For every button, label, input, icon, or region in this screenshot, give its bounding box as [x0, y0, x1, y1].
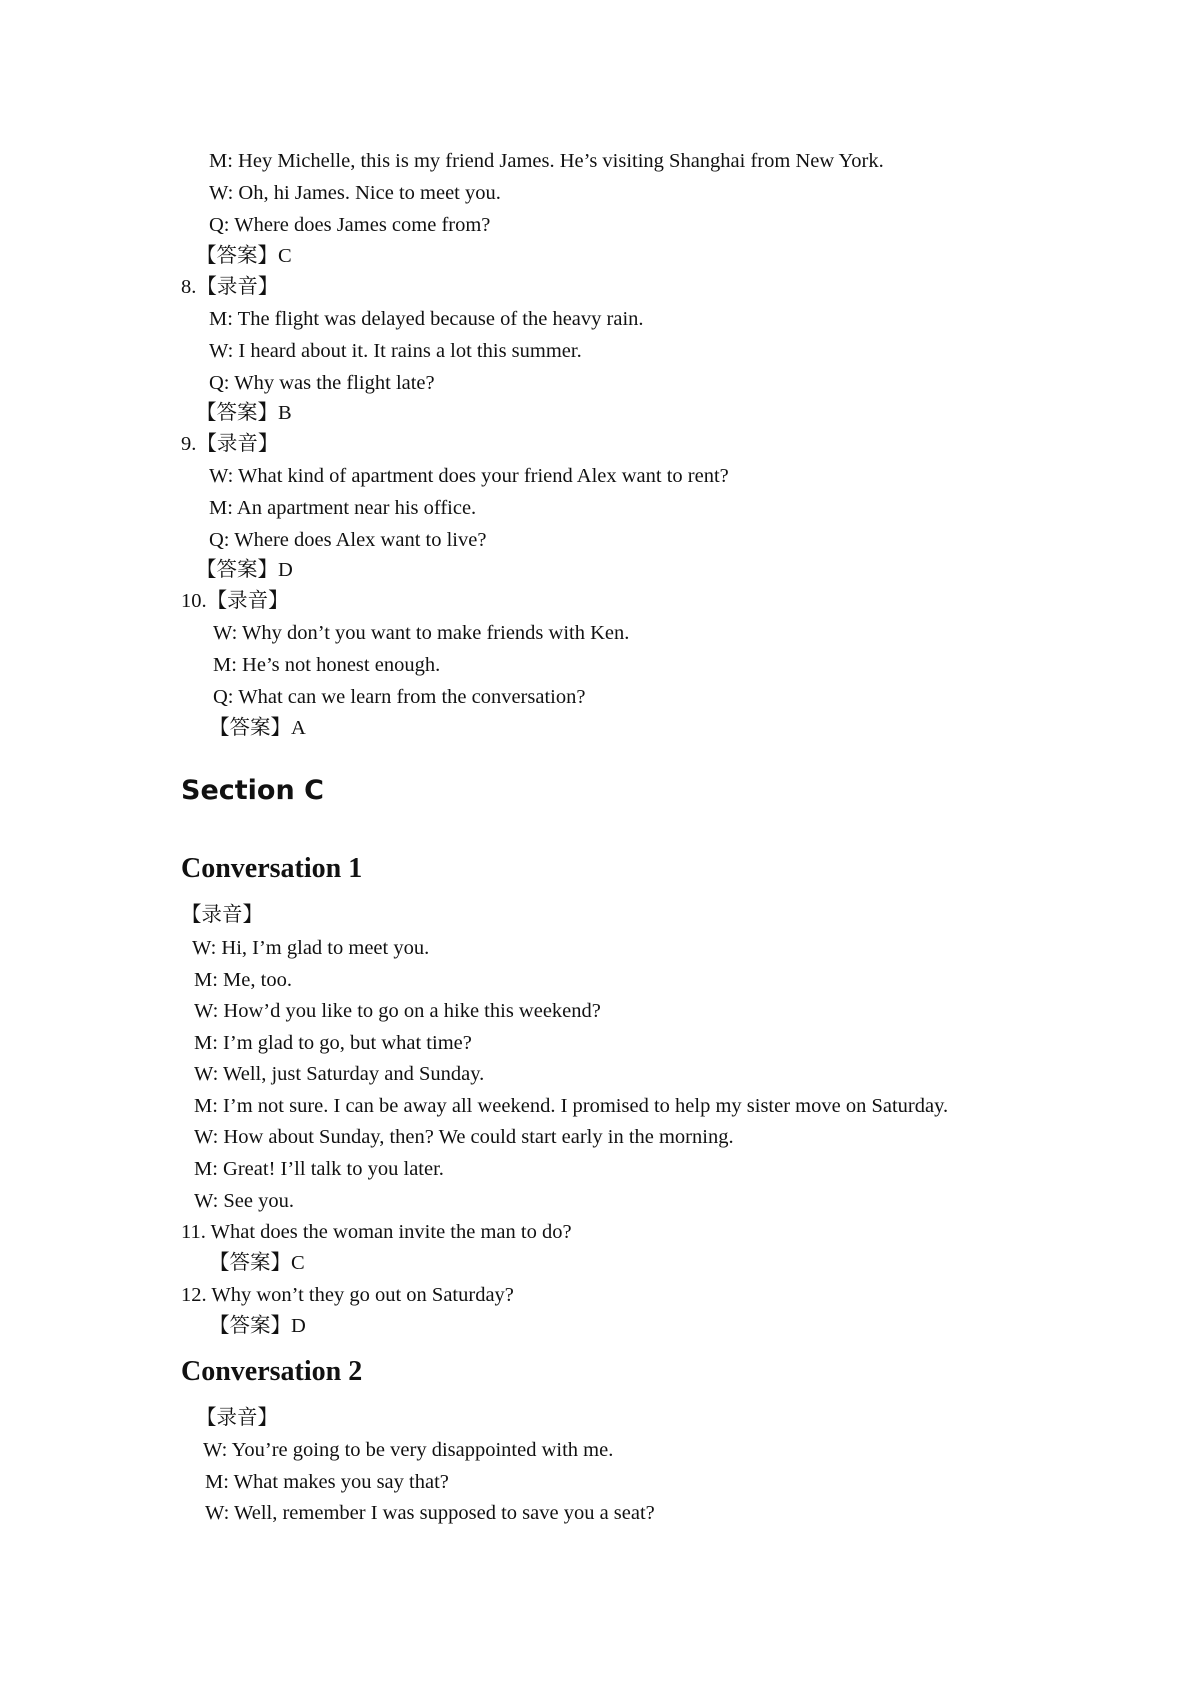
answer-line: 【答案】C [196, 245, 292, 267]
dialogue-line: M: An apartment near his office. [209, 497, 477, 519]
answer-line: 【答案】D [196, 559, 293, 581]
dialogue-line: W: Hi, I’m glad to meet you. [192, 937, 430, 959]
question-line: Q: Where does Alex want to live? [209, 529, 487, 551]
question-line: Q: Where does James come from? [209, 214, 491, 236]
dialogue-line: M: I’m not sure. I can be away all weekend. I promised to help my sister move on Saturday. [194, 1095, 949, 1117]
dialogue-line: W: I heard about it. It rains a lot this summer. [209, 340, 582, 362]
item-heading-10: 10.【录音】 [181, 590, 289, 612]
answer-line: 【答案】D [209, 1315, 306, 1337]
dialogue-line: W: Well, just Saturday and Sunday. [194, 1063, 485, 1085]
dialogue-line: M: What makes you say that? [205, 1471, 449, 1493]
dialogue-line: M: He’s not honest enough. [213, 654, 441, 676]
dialogue-line: M: The flight was delayed because of the heavy rain. [209, 308, 644, 330]
answer-line: 【答案】C [209, 1252, 305, 1274]
question-12: 12. Why won’t they go out on Saturday? [181, 1284, 514, 1306]
dialogue-line: M: Hey Michelle, this is my friend James. He’s visiting Shanghai from New York. [209, 150, 884, 172]
dialogue-line: M: I’m glad to go, but what time? [194, 1032, 472, 1054]
item-heading-8: 8.【录音】 [181, 276, 279, 298]
recording-label: 【录音】 [196, 1407, 278, 1429]
conversation-2-title: Conversation 2 [181, 1356, 363, 1387]
dialogue-line: W: Why don’t you want to make friends with Ken. [213, 622, 630, 644]
answer-line: 【答案】A [209, 717, 306, 739]
dialogue-line: W: You’re going to be very disappointed with me. [203, 1439, 614, 1461]
dialogue-line: W: See you. [194, 1190, 295, 1212]
dialogue-line: M: Me, too. [194, 969, 292, 991]
dialogue-line: W: Oh, hi James. Nice to meet you. [209, 182, 501, 204]
dialogue-line: W: How’d you like to go on a hike this weekend? [194, 1000, 601, 1022]
dialogue-line: M: Great! I’ll talk to you later. [194, 1158, 444, 1180]
question-line: Q: What can we learn from the conversation? [213, 686, 586, 708]
dialogue-line: W: Well, remember I was supposed to save you a seat? [205, 1502, 655, 1524]
question-11: 11. What does the woman invite the man to do? [181, 1221, 572, 1243]
recording-label: 【录音】 [181, 904, 263, 926]
answer-line: 【答案】B [196, 402, 292, 424]
question-line: Q: Why was the flight late? [209, 372, 435, 394]
item-heading-9: 9.【录音】 [181, 433, 279, 455]
dialogue-line: W: What kind of apartment does your friend Alex want to rent? [209, 465, 729, 487]
conversation-1-title: Conversation 1 [181, 853, 363, 884]
section-heading: Section C [181, 775, 324, 806]
dialogue-line: W: How about Sunday, then? We could start early in the morning. [194, 1126, 734, 1148]
